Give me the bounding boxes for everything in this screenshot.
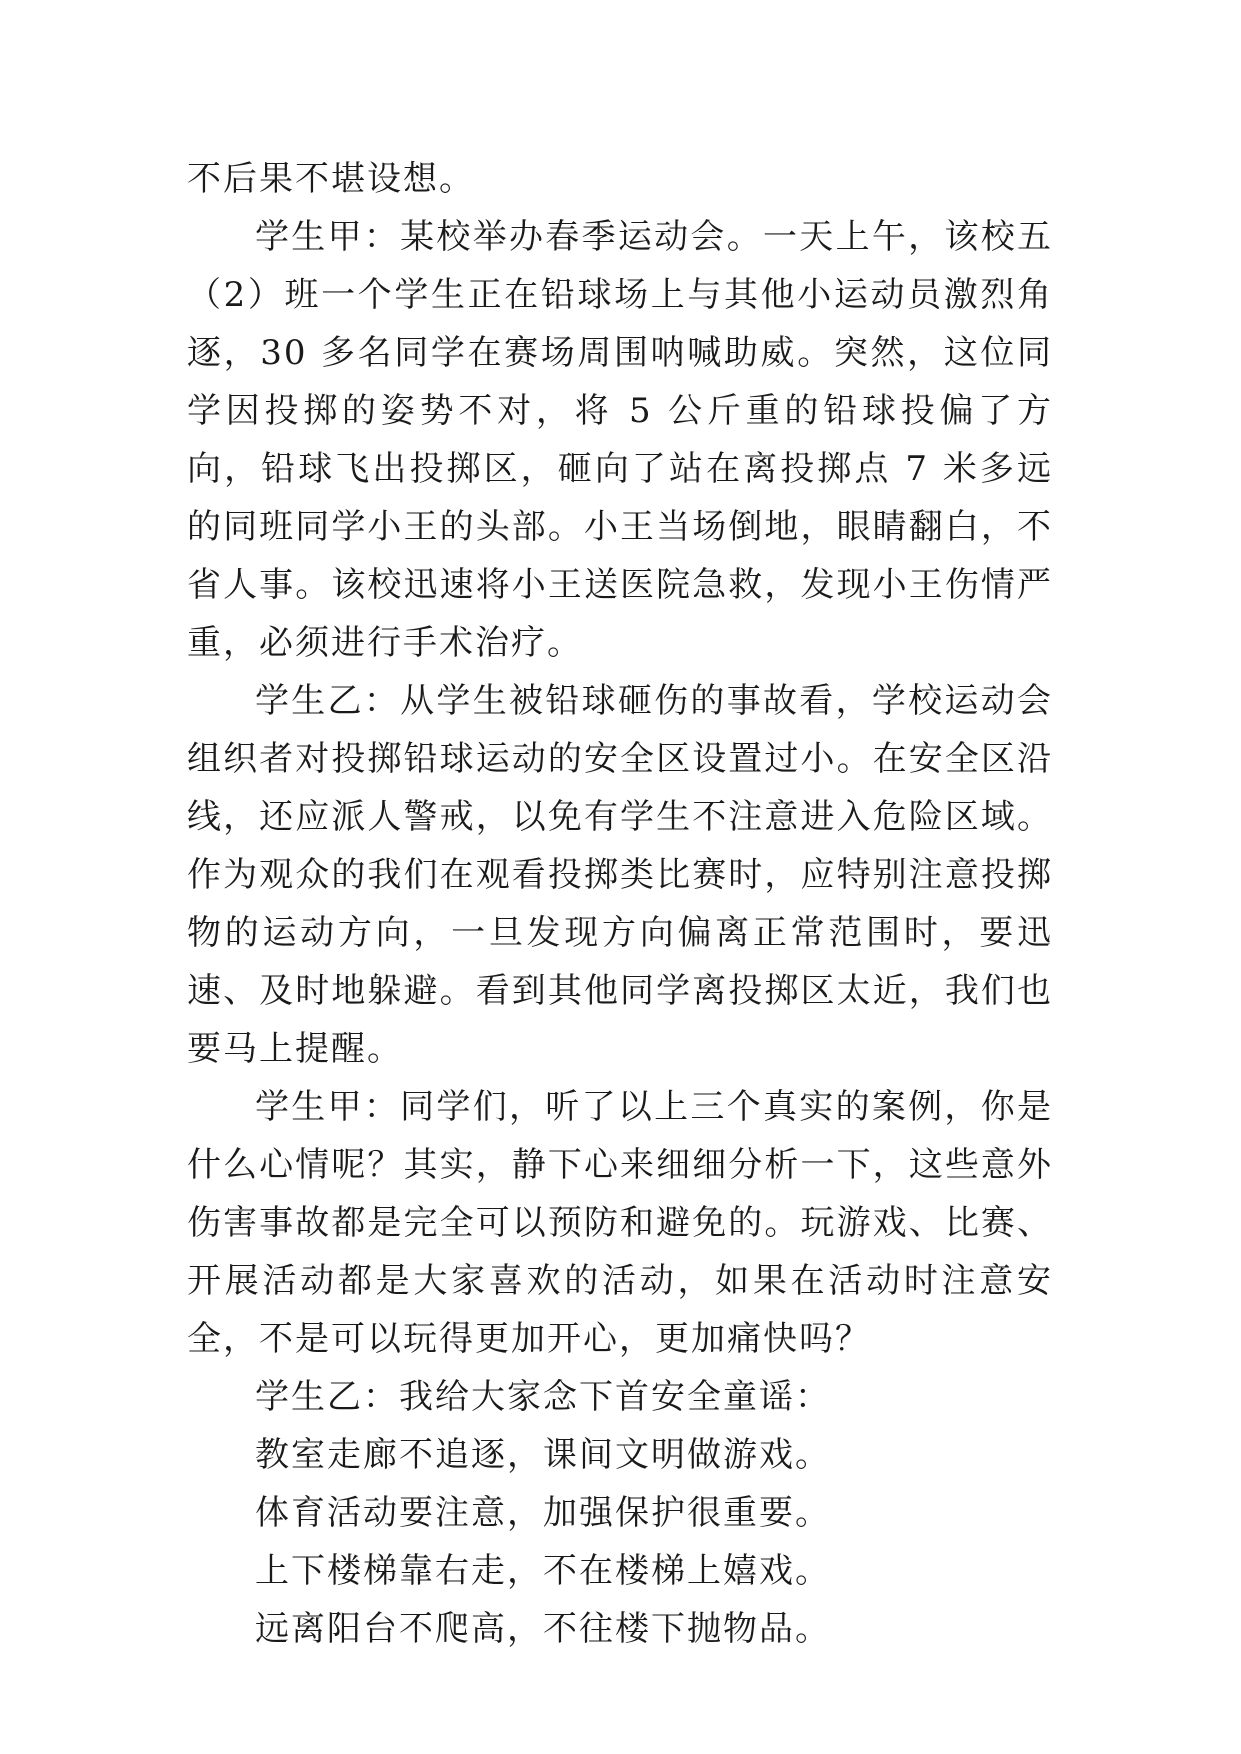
paragraph-student-b-analysis: 学生乙：从学生被铅球砸伤的事故看，学校运动会组织者对投掷铅球运动的安全区设置过小。在安全区沿线，还应派人警戒，以免有学生不注意进入危险区域。作为观众的我们在观看投掷类比赛时，应特别注意投掷物的运动方向，一旦发现方向偏离正常范围时，要迅速、及时地躲避。看到其他同学离投掷区太近，我们也要马上提醒。: [187, 681, 1053, 1069]
verse-line: 远离阳台不爬高，不往楼下抛物品。: [255, 1609, 831, 1649]
document-page: [187, 150, 1053, 1658]
verse-line: 教室走廊不追逐，课间文明做游戏。: [255, 1435, 831, 1475]
paragraph-continuation: 不后果不堪设想。: [187, 159, 475, 199]
verse-line: 上下楼梯靠右走，不在楼梯上嬉戏。: [255, 1551, 831, 1591]
paragraph-student-b-intro: 学生乙：我给大家念下首安全童谣：: [255, 1377, 831, 1417]
verse-line: 体育活动要注意，加强保护很重要。: [255, 1493, 831, 1533]
paragraph-student-a-case: 学生甲：某校举办春季运动会。一天上午，该校五（2）班一个学生正在铅球场上与其他小运动员激烈角逐，30 多名同学在赛场周围呐喊助威。突然，这位同学因投掷的姿势不对，将 5 公斤重的铅球投偏了方向，铅球飞出投掷区，砸向了站在离投掷点 7 米多远的同班同学小王的头部。小王当场倒地，眼睛翻白，不省人事。该校迅速将小王送医院急救，发现小王伤情严重，必须进行手术治疗。: [187, 217, 1053, 663]
paragraph-student-a-reflection: 学生甲：同学们，听了以上三个真实的案例，你是什么心情呢？其实，静下心来细细分析一下，这些意外伤害事故都是完全可以预防和避免的。玩游戏、比赛、开展活动都是大家喜欢的活动，如果在活动时注意安全，不是可以玩得更加开心，更加痛快吗？: [187, 1087, 1053, 1359]
